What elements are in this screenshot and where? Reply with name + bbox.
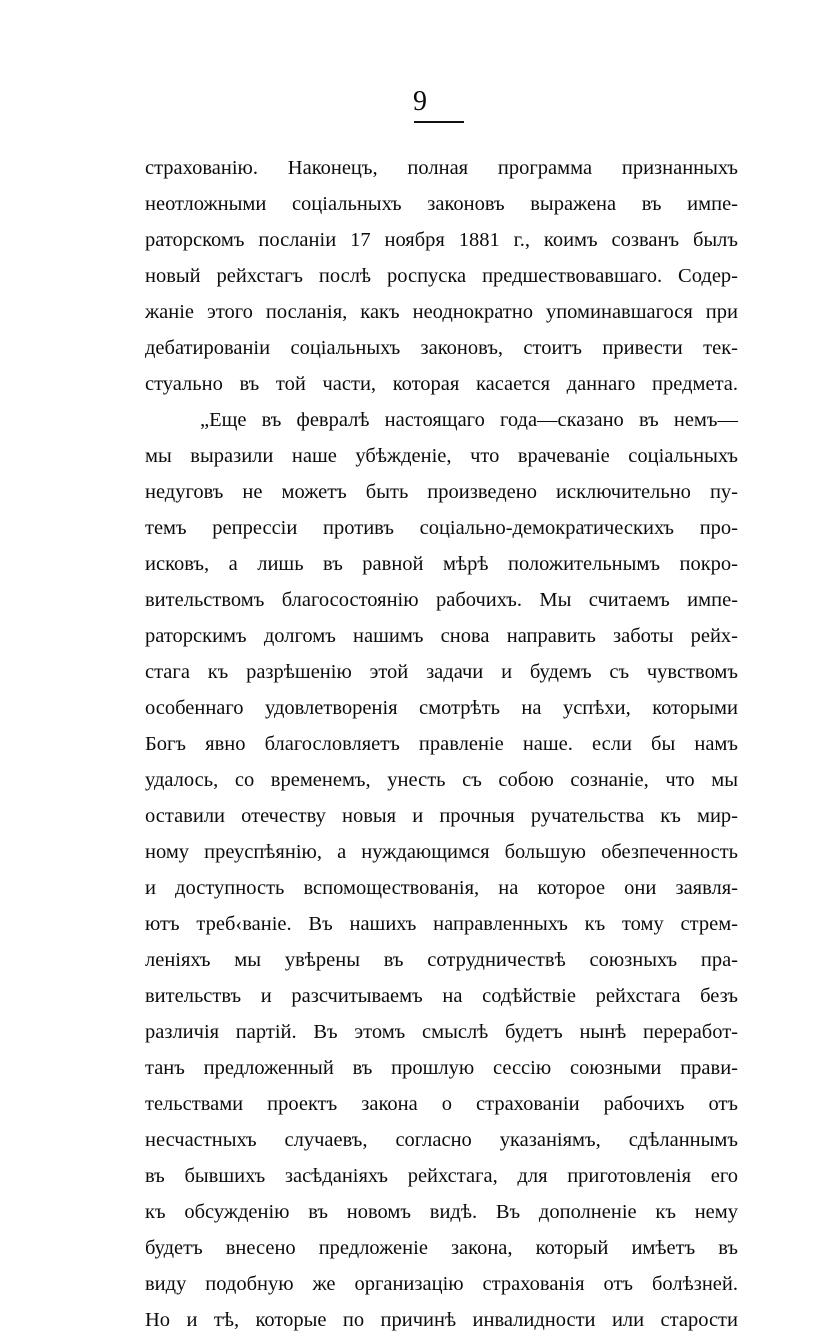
text-line: леніяхъ мы увѣрены въ сотрудничествѣ союзныхъ пра- [145,949,738,971]
text-line: „Еще въ февралѣ настоящаго года—сказано въ немъ— [200,409,738,431]
text-line: Богъ явно благословляетъ правленіе наше. если бы намъ [145,733,738,755]
text-line: будетъ внесено предложеніе закона, который имѣетъ въ [145,1237,738,1259]
text-line: жаніе этого посланія, какъ неоднократно упоминавшагося при [145,301,738,323]
text-line: стуально въ той части, которая касается даннаго предмета. [145,373,738,395]
text-line: дебатированіи соціальныхъ законовъ, стоитъ привести тек- [145,337,738,359]
text-line: стага къ разрѣшенію этой задачи и будемъ съ чувствомъ [145,661,738,683]
text-line: ному преуспѣянію, а нуждающимся большую обезпеченность [145,841,738,863]
text-line: танъ предложенный въ прошлую сессію союзными прави- [145,1057,738,1079]
text-line: вительствомъ благосостоянію рабочихъ. Мы считаемъ импе- [145,589,738,611]
page-number-rule [414,121,464,123]
text-line: недуговъ не можетъ быть произведено исключительно пу- [145,481,738,503]
text-line: темъ репрессіи противъ соціально-демократическихъ про- [145,517,738,539]
text-line: исковъ, а лишь въ равной мѣрѣ положительнымъ покро- [145,553,738,575]
text-line: неотложными соціальныхъ законовъ выражена въ импе- [145,193,738,215]
text-line: удалось, со временемъ, унесть съ собою сознаніе, что мы [145,769,738,791]
text-line: въ бывшихъ засѣданіяхъ рейхстага, для приготовленія его [145,1165,738,1187]
text-line: ютъ треб‹ваніе. Въ нашихъ направленныхъ къ тому стрем- [145,913,738,935]
page-number: 9 [413,86,427,117]
text-line: виду подобную же организацію страхованія отъ болѣзней. [145,1273,738,1295]
text-line: тельствами проектъ закона о страхованіи рабочихъ отъ [145,1093,738,1115]
text-line: страхованію. Наконецъ, полная программа признанныхъ [145,157,738,179]
text-line: несчастныхъ случаевъ, согласно указаніямъ, сдѣланнымъ [145,1129,738,1151]
text-line: вительствъ и разсчитываемъ на содѣйствіе рейхстага безъ [145,985,738,1007]
text-line: мы выразили наше убѣжденіе, что врачеваніе соціальныхъ [145,445,738,467]
text-line: раторскимъ долгомъ нашимъ снова направить заботы рейх- [145,625,738,647]
text-line: новый рейхстагъ послѣ роспуска предшествовавшаго. Содер- [145,265,738,287]
text-line: къ обсужденію въ новомъ видѣ. Въ дополненіе къ нему [145,1201,738,1223]
text-line: раторскомъ посланіи 17 ноября 1881 г., коимъ созванъ былъ [145,229,738,251]
text-line: оставили отечеству новыя и прочныя ручательства къ мир- [145,805,738,827]
body-text [145,150,738,1338]
text-line: Но и тѣ, которые по причинѣ инвалидности или старости [145,1309,738,1331]
text-line: особеннаго удовлетворенія смотрѣть на успѣхи, которыми [145,697,738,719]
text-line: различія партій. Въ этомъ смыслѣ будетъ нынѣ переработ- [145,1021,738,1043]
text-line: и доступность вспомоществованія, на которое они заявля- [145,877,738,899]
